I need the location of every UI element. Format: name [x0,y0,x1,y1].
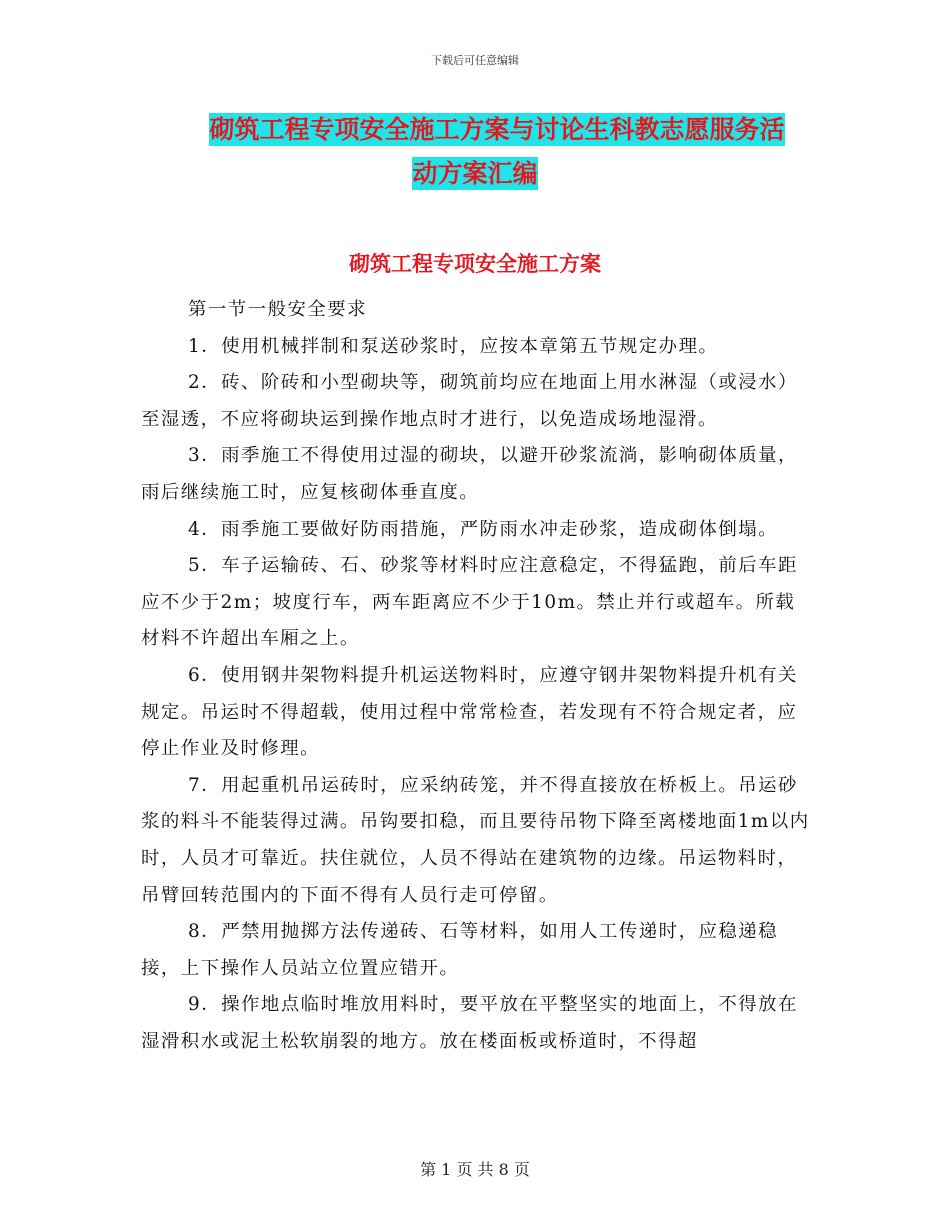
body-paragraph-2: 2．砖、阶砖和小型砌块等，砌筑前均应在地面上用水淋湿（或浸水）至湿透，不应将砌块运到操作地点时才进行，以免造成场地湿滑。 [141,372,798,430]
document-title [0,108,950,196]
document-body [141,292,811,1060]
page-header-note: 下载后可任意编辑 [431,54,519,67]
title-line-1 [0,108,950,152]
section-title: 砌筑工程专项安全施工方案 [349,252,601,276]
body-paragraph-6: 6．使用钢井架物料提升机运送物料时，应遵守钢井架物料提升机有关规定。吊运时不得超载，使用过程中常常检查，若发现有不符合规定者，应停止作业及时修理。 [141,664,798,760]
page-number: 第 1 页 共 8 页 [420,1160,530,1179]
title-highlight-2: 动方案汇编 [412,159,538,188]
body-paragraph-7: 7．用起重机吊运砖时，应采纳砖笼，并不得直接放在桥板上。吊运砂浆的料斗不能装得过满。吊钩要扣稳，而且要待吊物下降至离楼地面1m以内时，人员才可靠近。扶住就位，人员不得站在建筑物的边缘。吊运物料时，吊臂回转范围内的下面不得有人员行走可停留。 [141,774,810,906]
body-paragraph-9: 9．操作地点临时堆放用料时，要平放在平整坚实的地面上，不得放在湿滑积水或泥土松软崩裂的地方。放在楼面板或桥道时，不得超 [141,994,798,1052]
body-paragraph-5: 5．车子运输砖、石、砂浆等材料时应注意稳定，不得猛跑，前后车距应不少于2m；坡度行车，两车距离应不少于10m。禁止并行或超车。所载材料不许超出车厢之上。 [141,555,798,650]
body-paragraph-3: 3．雨季施工不得使用过湿的砌块，以避开砂浆流淌，影响砌体质量，雨后继续施工时，应复核砌体垂直度。 [141,445,798,503]
body-paragraph-1: 1．使用机械拌制和泵送砂浆时，应按本章第五节规定办理。 [188,335,719,357]
title-line-2 [0,152,950,196]
body-paragraph-4: 4．雨季施工要做好防雨措施，严防雨水冲走砂浆，造成砌体倒塌。 [188,518,779,540]
body-paragraph-8: 8．严禁用抛掷方法传递砖、石等材料，如用人工传递时，应稳递稳接，上下操作人员站立位置应错开。 [141,921,779,979]
section-heading-paragraph: 第一节一般安全要求 [188,299,368,320]
title-highlight-1: 砌筑工程专项安全施工方案与讨论生科教志愿服务活 [209,115,785,144]
